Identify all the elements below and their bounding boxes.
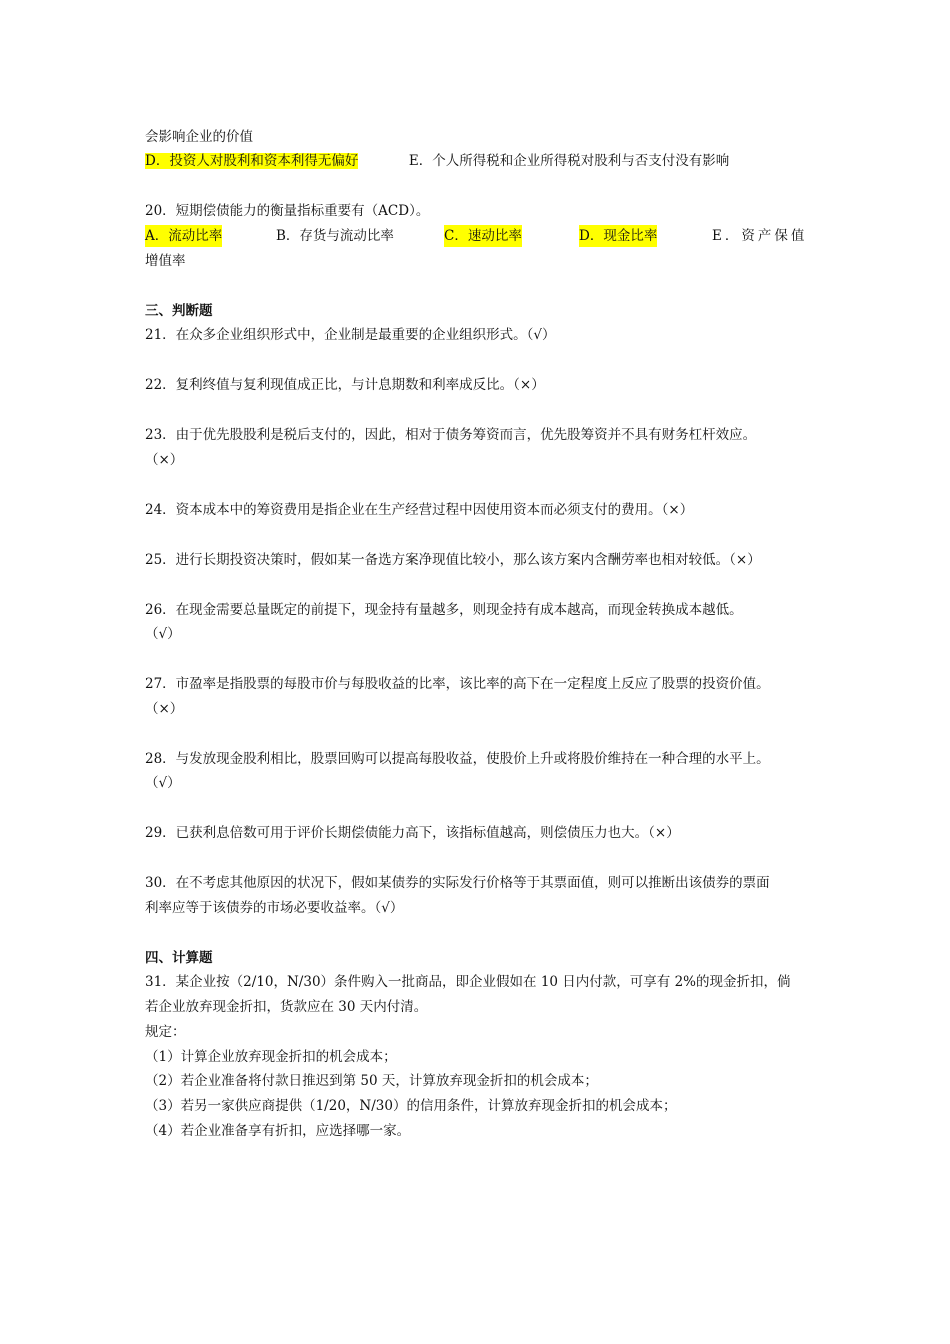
q20-option-a-highlighted: A．流动比率: [145, 225, 222, 247]
q19-option-e: E．个人所得税和企业所得税对股利与否支付没有影响: [408, 153, 730, 169]
section-4-heading: 四、计算题: [145, 950, 213, 966]
question-23: 23．由于优先股股利是税后支付的，因此，相对于债务筹资而言，优先股筹资并不具有财务杠杆效应。: [145, 427, 757, 443]
question-22: 22．复利终值与复利现值成正比，与计息期数和利率成反比。（×）: [145, 377, 545, 393]
question-31-item-3: （3）若另一家供应商提供（1/20，N/30）的信用条件，计算放弃现金折扣的机会成本；: [145, 1098, 677, 1114]
question-28-answer: （√）: [145, 775, 181, 791]
question-30-cont: 利率应等于该债券的市场必要收益率。（√）: [145, 900, 404, 916]
question-23-answer: （×）: [145, 452, 184, 468]
question-21: 21．在众多企业组织形式中，企业制是最重要的企业组织形式。（√）: [145, 327, 556, 343]
q20-option-d-highlighted: D．现金比率: [579, 225, 657, 247]
question-20: 20．短期偿债能力的衡量指标重要有（ACD）。: [145, 203, 430, 219]
q20-option-e-cont: 增值率: [145, 253, 186, 269]
text-line: 会影响企业的价值: [145, 129, 253, 145]
question-31-item-1: （1）计算企业放弃现金折扣的机会成本；: [145, 1049, 397, 1065]
q20-option-c-highlighted: C．速动比率: [444, 225, 522, 247]
question-30: 30．在不考虑其他原因的状况下，假如某债券的实际发行价格等于其票面值，则可以推断出该债券的票面: [145, 875, 770, 891]
section-3-heading: 三、判断题: [145, 303, 213, 319]
q20-option-b: B．存货与流动比率: [276, 228, 394, 244]
question-26-answer: （√）: [145, 626, 181, 642]
question-29: 29．已获利息倍数可用于评价长期偿债能力高下，该指标值越高，则偿债压力也大。（×）: [145, 825, 680, 841]
question-31-item-2: （2）若企业准备将付款日推迟到第 50 天，计算放弃现金折扣的机会成本；: [145, 1073, 598, 1089]
question-27-answer: （×）: [145, 701, 184, 717]
question-31-item-4: （4）若企业准备享有折扣，应选择哪一家。: [145, 1123, 411, 1139]
question-27: 27．市盈率是指股票的每股市价与每股收益的比率，该比率的高下在一定程度上反应了股票的投资价值。: [145, 676, 770, 692]
question-26: 26．在现金需要总量既定的前提下，现金持有量越多，则现金持有成本越高，而现金转换成本越低。: [145, 602, 743, 618]
question-31-cont: 若企业放弃现金折扣，货款应在 30 天内付清。: [145, 999, 428, 1015]
question-28: 28．与发放现金股利相比，股票回购可以提高每股收益，使股价上升或将股价维持在一种合理的水平上。: [145, 751, 770, 767]
q19-options-row: [145, 150, 729, 172]
question-31-requirements: 规定：: [145, 1024, 186, 1040]
q19-option-d-highlighted: D．投资人对股利和资本利得无偏好: [145, 153, 359, 169]
question-24: 24．资本成本中的筹资费用是指企业在生产经营过程中因使用资本而必须支付的费用。（×）: [145, 502, 694, 518]
question-31: 31．某企业按（2/10，N/30）条件购入一批商品，即企业假如在 10 日内付款，可享有 2%的现金折扣，倘: [145, 974, 791, 990]
question-25: 25．进行长期投资决策时，假如某一备选方案净现值比较小，那么该方案内含酬劳率也相对较低。（×）: [145, 552, 761, 568]
q20-option-e: E．资产保值: [712, 228, 808, 244]
